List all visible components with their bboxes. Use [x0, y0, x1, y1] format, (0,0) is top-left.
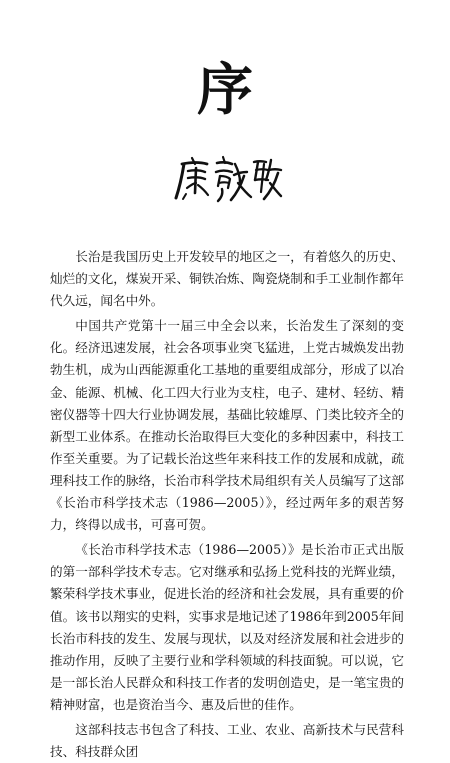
paragraph-2: 中国共产党第十一届三中全会以来，长治发生了深刻的变化。经济迅速发展，社会各项事业突飞猛进，上党古城焕发出勃勃生机，成为山西能源重化工基地的重要组成部分，形成了以冶金、能源、机械、化工四大行业为支柱，电子、建材、轻纺、精密仪器等十四大行业协调发展，基础比较雄厚、门类比较齐全的新型工业体系。在推动长治取得巨大变化的多种因素中，科技工作至关重要。为了记载长治这些年来科技工作的发展和成就，疏理科技工作的脉络，长治市科学技术局组织有关人员编写了这部《长治市科学技术志（1986—2005）》，经过两年多的艰苦努力，终得以成书，可喜可贺。 [50, 318, 404, 533]
signature-image [174, 152, 284, 210]
paragraph-3: 《长治市科学技术志（1986—2005）》是长治市正式出版的第一部科学技术专志。它对继承和弘扬上党科技的光辉业绩，繁荣科学技术事业，促进长治的经济和社会发展，具有重要的价值。该书以翔实的史料，实事求是地记述了1986年到2005年间长治市科技的发生、发展与现状，以及对经济发展和社会进步的推动作用，反映了主要行业和学科领域的科技面貌。可以说，它是一部长治人民群众和科技工作者的发明创造史，是一笔宝贵的精神财富，也是资治当今、惠及后世的佳作。 [50, 542, 404, 712]
page-title: 序 [197, 57, 253, 123]
preface-body [50, 246, 404, 763]
paragraph-1: 长治是我国历史上开发较早的地区之一，有着悠久的历史、灿烂的文化，煤炭开采、铜铁冶炼、陶瓷烧制和手工业制作都年代久远，闻名中外。 [50, 249, 404, 309]
paragraph-4: 这部科技志书包含了科技、工业、农业、高新技术与民营科技、科技群众团 [50, 721, 404, 760]
